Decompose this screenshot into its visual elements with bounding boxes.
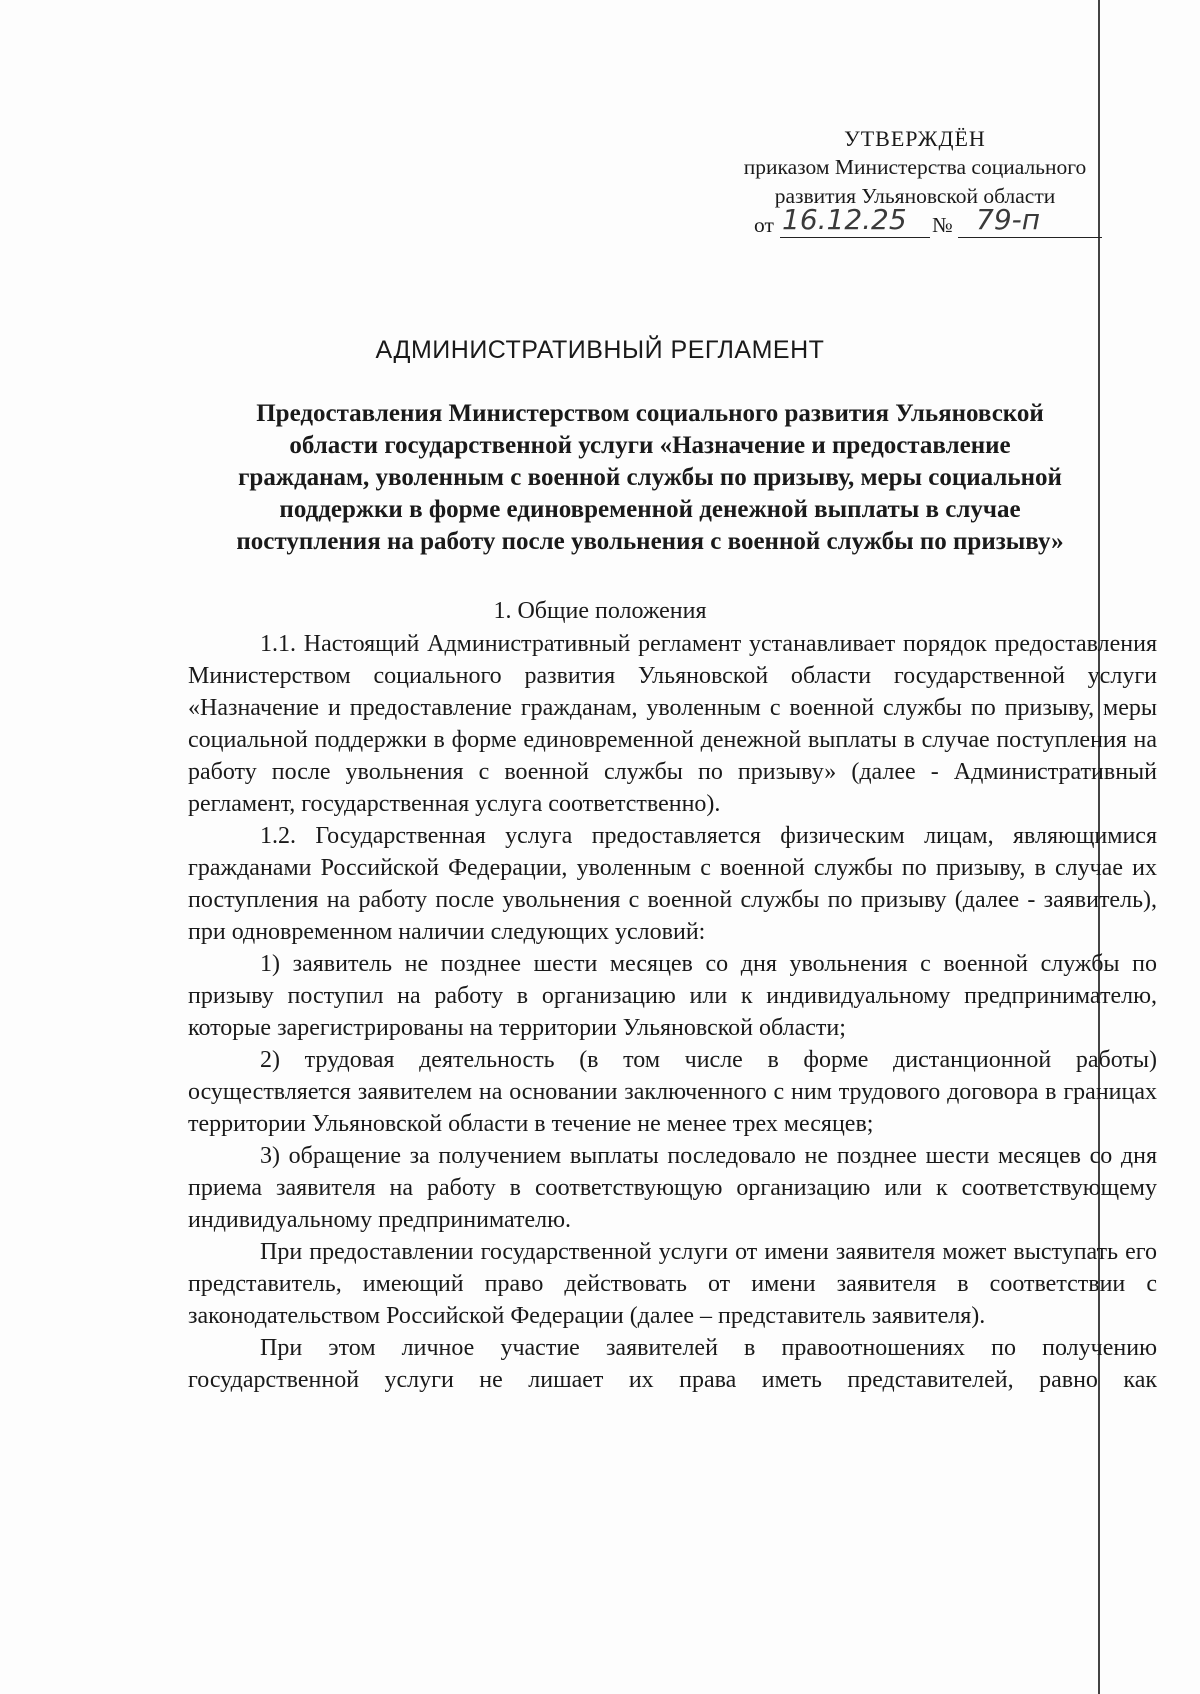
document-body [188,628,1157,1396]
handwritten-date: 16.12.25 [782,203,907,236]
subtitle-line: гражданам, уволенным с военной службы по призыву, меры социальной [238,464,1062,491]
document-subtitle [150,398,1150,558]
number-underline [958,237,1102,238]
date-underline [780,237,930,238]
subtitle-line: Предоставления Министерством социального развития Ульяновской [256,400,1044,427]
approval-date-row [690,203,1140,243]
subtitle-line: поступления на работу после увольнения с военной службы по призыву» [236,528,1064,555]
condition-2: 2) трудовая деятельность (в том числе в форме дистанционной работы) осуществляется заявителем на основании заключенного с ним трудового договора в границах территории Ульяновской области в течение не менее трех месяцев; [188,1047,1157,1137]
document-title: АДМИНИСТРАТИВНЫЙ РЕГЛАМЕНТ [375,336,825,364]
paragraph-1-2: 1.2. Государственная услуга предоставляется физическим лицам, являющимися гражданами Российской Федерации, уволенным с военной службы по призыву, в случае их поступления на работу после увольнения с военной службы по призыву (далее - заявитель), при одновременном наличии следующих условий: [188,823,1157,945]
subtitle-line: поддержки в форме единовременной денежной выплаты в случае [279,496,1021,523]
from-label: от [754,213,774,237]
paragraph-1-1: 1.1. Настоящий Административный регламент устанавливает порядок предоставления Министерством социального развития Ульяновской области государственной услуги «Назначение и предоставление гражданам, уволенным с военной службы по призыву, меры социальной поддержки в форме единовременной денежной выплаты в случае поступления на работу после увольнения с военной службы по призыву» (далее - Административный регламент, государственная услуга соответственно). [188,631,1157,817]
section-heading: 1. Общие положения [493,598,707,624]
approval-line-1: приказом Министерства социального [743,155,1087,179]
number-label: № [932,213,953,237]
participation-paragraph: При этом личное участие заявителей в правоотношениях по получению государственной услуги не лишает их права иметь представителей, равно как [188,1335,1157,1393]
handwritten-number: 79-п [976,203,1041,236]
approval-line-2: развития Ульяновской области [774,184,1056,208]
approval-stamp-block [690,124,1140,243]
condition-1: 1) заявитель не позднее шести месяцев со дня увольнения с военной службы по призыву поступил на работу в организацию или к индивидуальному предпринимателю, которые зарегистрированы на территории Ульяновской области; [188,951,1157,1041]
subtitle-line: области государственной услуги «Назначение и предоставление [289,432,1011,459]
condition-3: 3) обращение за получением выплаты последовало не позднее шести месяцев со дня приема заявителя на работу в соответствующую организацию или к соответствующему индивидуальному предпринимателю. [188,1143,1157,1233]
representative-paragraph: При предоставлении государственной услуги от имени заявителя может выступать его представитель, имеющий право действовать от имени заявителя в соответствии с законодательством Российской Федерации (далее – представитель заявителя). [188,1239,1157,1329]
approval-title: УТВЕРЖДЁН [844,126,986,151]
